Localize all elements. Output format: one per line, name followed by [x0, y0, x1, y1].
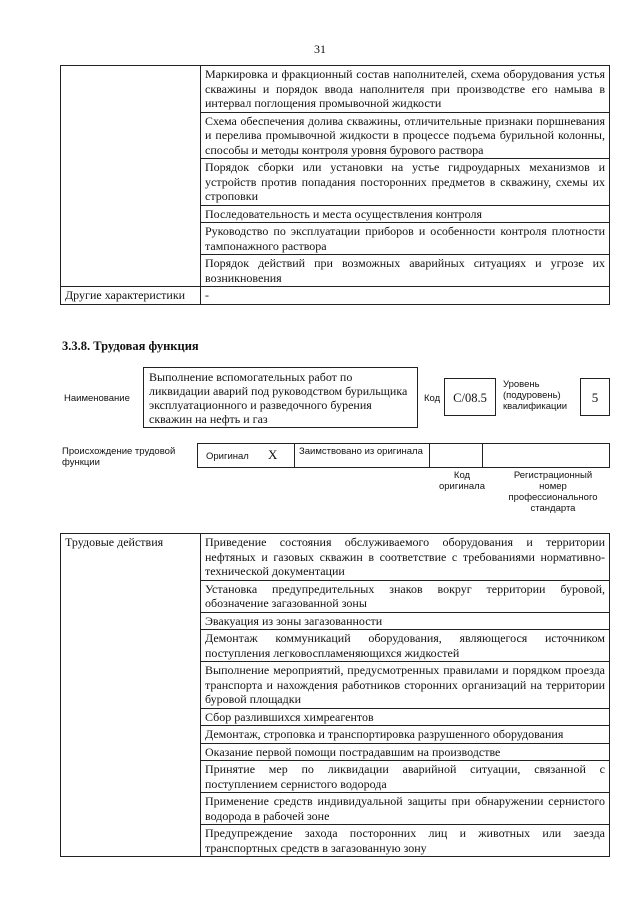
borrowed-label: Заимствовано из оригинала — [299, 446, 423, 457]
original-code-cell — [429, 443, 483, 468]
table-cell: Схема обеспечения долива скважины, отличительные признаки поршневания и перелива промывочной жидкости в процессе подъема бурильной колонны, способы и методы контроля уровня бурового раствора — [201, 112, 610, 159]
table-cell: Демонтаж, строповка и транспортировка разрушенного оборудования — [201, 726, 610, 744]
row-header-cell: Трудовые действия — [61, 534, 201, 857]
origin-label: Происхождение трудовой функции — [62, 446, 176, 468]
table-cell: Предупреждение захода посторонних лиц и животных или заезда транспортных средств в загазованную зону — [201, 825, 610, 857]
level-value-box: 5 — [580, 378, 610, 416]
table-cell: Маркировка и фракционный состав наполнителей, схема оборудования устья скважины и порядок ввода наполнителя при производстве его намыва в интервал поглощения промывочной жидкости — [201, 66, 610, 113]
original-label: Оригинал — [206, 451, 249, 462]
table-row — [61, 66, 610, 113]
table-cell: Выполнение мероприятий, предусмотренных правилами и порядком проезда транспорта и нахождения работников сторонних организаций на территории буровой площадки — [201, 662, 610, 709]
labor-actions-table — [60, 533, 610, 857]
table-cell: Эвакуация из зоны загазованности — [201, 612, 610, 630]
table-cell: Руководство по эксплуатации приборов и особенности контроля плотности тампонажного раствора — [201, 223, 610, 255]
table-row — [61, 287, 610, 305]
table-cell: Последовательность и места осуществления контроля — [201, 205, 610, 223]
level-label: Уровень (подуровень) квалификации — [503, 379, 568, 412]
function-name-box: Выполнение вспомогательных работ по ликвидации аварий под руководством бурильщика эксплуатационного и разведочного бурения скважин на нефть и газ — [143, 367, 418, 428]
borrowed-cell — [294, 443, 430, 468]
table-cell: - — [201, 287, 610, 305]
table-row — [61, 534, 610, 581]
row-header-cell: Другие характеристики — [61, 287, 201, 305]
table-cell: Установка предупредительных знаков вокруг территории буровой, обозначение загазованной зоны — [201, 580, 610, 612]
table-cell: Порядок сборки или установки на устье гидроударных механизмов и устройств против попадания посторонних предметов в скважину, схемы их строповки — [201, 159, 610, 206]
knowledge-table — [60, 65, 610, 305]
name-label: Наименование — [64, 393, 130, 404]
reg-caption: Регистрационный номер профессионального стандарта — [508, 470, 598, 514]
row-header-cell — [61, 66, 201, 287]
original-mark: X — [268, 447, 278, 462]
code-caption: Код оригинала — [438, 470, 485, 492]
section-title: 3.3.8. Трудовая функция — [62, 339, 199, 353]
table-cell: Принятие мер по ликвидации аварийной ситуации, связанной с поступлением сернистого водорода — [201, 761, 610, 793]
table-cell: Приведение состояния обслуживаемого оборудования и территории нефтяных и газовых скважин в соответствие с требованиями нормативно-технической документации — [201, 534, 610, 581]
table-cell: Сбор разлившихся химреагентов — [201, 708, 610, 726]
table-cell: Оказание первой помощи пострадавшим на производстве — [201, 743, 610, 761]
page-number: 31 — [314, 42, 326, 56]
table-cell: Демонтаж коммуникаций оборудования, являющегося источником поступления легковоспламеняющихся жидкостей — [201, 630, 610, 662]
code-value-box: C/08.5 — [444, 378, 496, 416]
table-cell: Порядок действий при возможных аварийных ситуациях и угрозе их возникновения — [201, 255, 610, 287]
table-cell: Применение средств индивидуальной защиты при обнаружении сернистого водорода в рабочей зоне — [201, 793, 610, 825]
code-label: Код — [424, 393, 441, 404]
